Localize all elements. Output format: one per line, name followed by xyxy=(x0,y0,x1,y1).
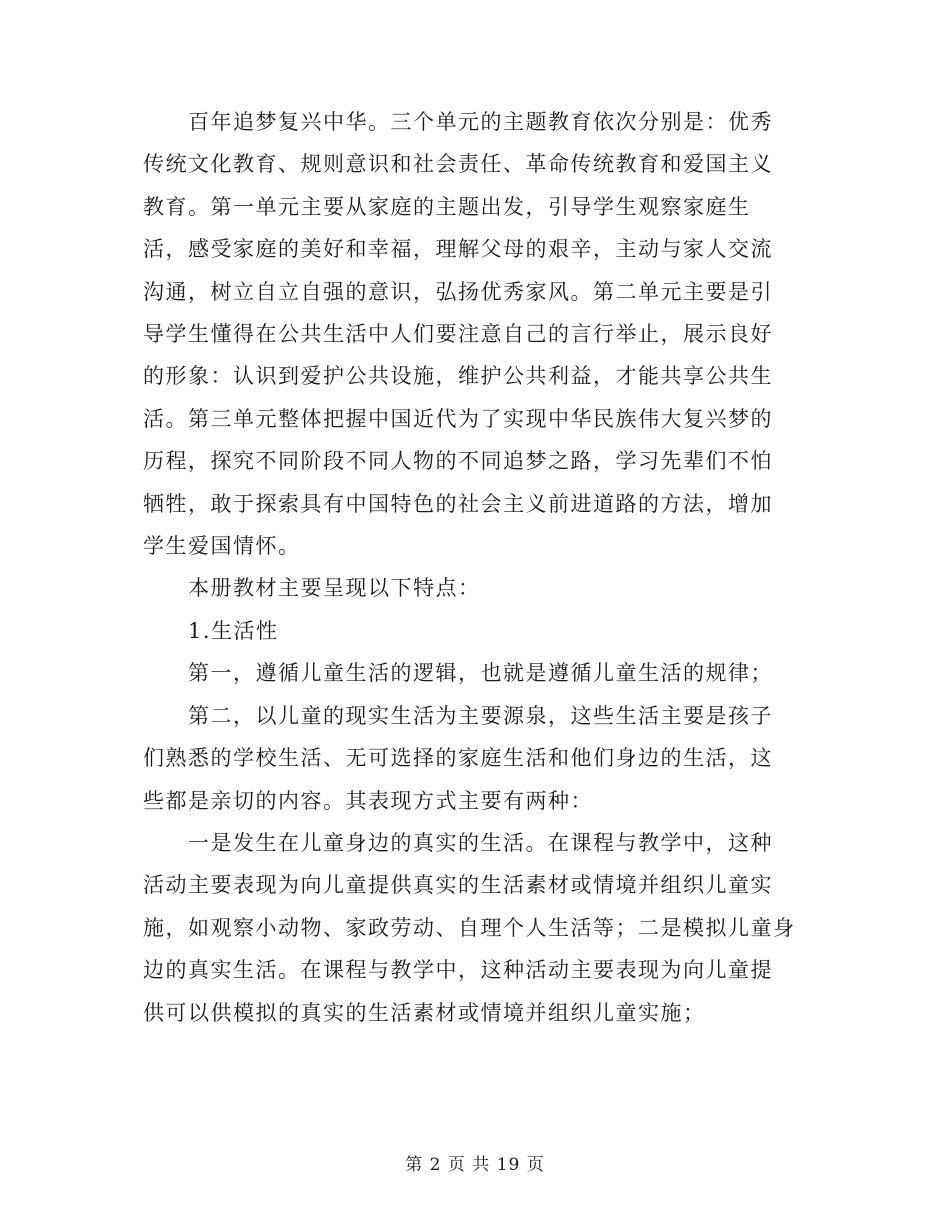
paragraph-second-point xyxy=(143,695,803,822)
document-body xyxy=(143,101,803,1034)
text-line: 牺牲，敢于探索具有中国特色的社会主义前进道路的方法，增加 xyxy=(143,491,773,516)
text-line: 传统文化教育、规则意识和社会责任、革命传统教育和爱国主义 xyxy=(143,152,773,177)
paragraph-unit-themes xyxy=(143,101,803,567)
text-line: 供可以供模拟的真实的生活素材或情境并组织儿童实施； xyxy=(143,1000,706,1025)
text-line: 导学生懂得在公共生活中人们要注意自己的言行举止，展示良好 xyxy=(143,322,773,347)
text-line: 教育。第一单元主要从家庭的主题出发，引导学生观察家庭生 xyxy=(143,194,751,219)
text-line: 第一，遵循儿童生活的逻辑，也就是遵循儿童生活的规律； xyxy=(188,661,773,686)
text-line: 第二，以儿童的现实生活为主要源泉，这些生活主要是孩子 xyxy=(188,703,773,728)
text-line: 边的真实生活。在课程与教学中，这种活动主要表现为向儿童提 xyxy=(143,958,773,983)
section-heading-life xyxy=(143,610,803,652)
text-line: 历程，探究不同阶段不同人物的不同追梦之路，学习先辈们不怕 xyxy=(143,449,773,474)
paragraph-first-point xyxy=(143,652,803,694)
text-line: 学生爱国情怀。 xyxy=(143,534,301,559)
text-line: 些都是亲切的内容。其表现方式主要有两种： xyxy=(143,788,593,813)
text-line: 们熟悉的学校生活、无可选择的家庭生活和他们身边的生活，这 xyxy=(143,746,773,771)
text-line: 沟通，树立自立自强的意识，弘扬优秀家风。第二单元主要是引 xyxy=(143,279,773,304)
paragraph-features-intro xyxy=(143,567,803,609)
page-number-footer: 第 2 页 共 19 页 xyxy=(405,1155,545,1175)
paragraph-two-modes xyxy=(143,822,803,1034)
text-line: 1.生活性 xyxy=(188,618,279,643)
text-line: 百年追梦复兴中华。三个单元的主题教育依次分别是：优秀 xyxy=(188,110,773,134)
text-line: 活。第三单元整体把握中国近代为了实现中华民族伟大复兴梦的 xyxy=(143,406,773,431)
text-line: 活动主要表现为向儿童提供真实的生活素材或情境并组织儿童实 xyxy=(143,873,773,898)
text-line: 本册教材主要呈现以下特点： xyxy=(188,576,481,601)
text-line: 施，如观察小动物、家政劳动、自理个人生活等；二是模拟儿童身 xyxy=(143,915,796,940)
text-line: 活，感受家庭的美好和幸福，理解父母的艰辛，主动与家人交流 xyxy=(143,237,773,262)
text-line: 的形象：认识到爱护公共设施，维护公共利益，才能共享公共生 xyxy=(143,364,773,389)
text-line: 一是发生在儿童身边的真实的生活。在课程与教学中，这种 xyxy=(188,830,773,855)
